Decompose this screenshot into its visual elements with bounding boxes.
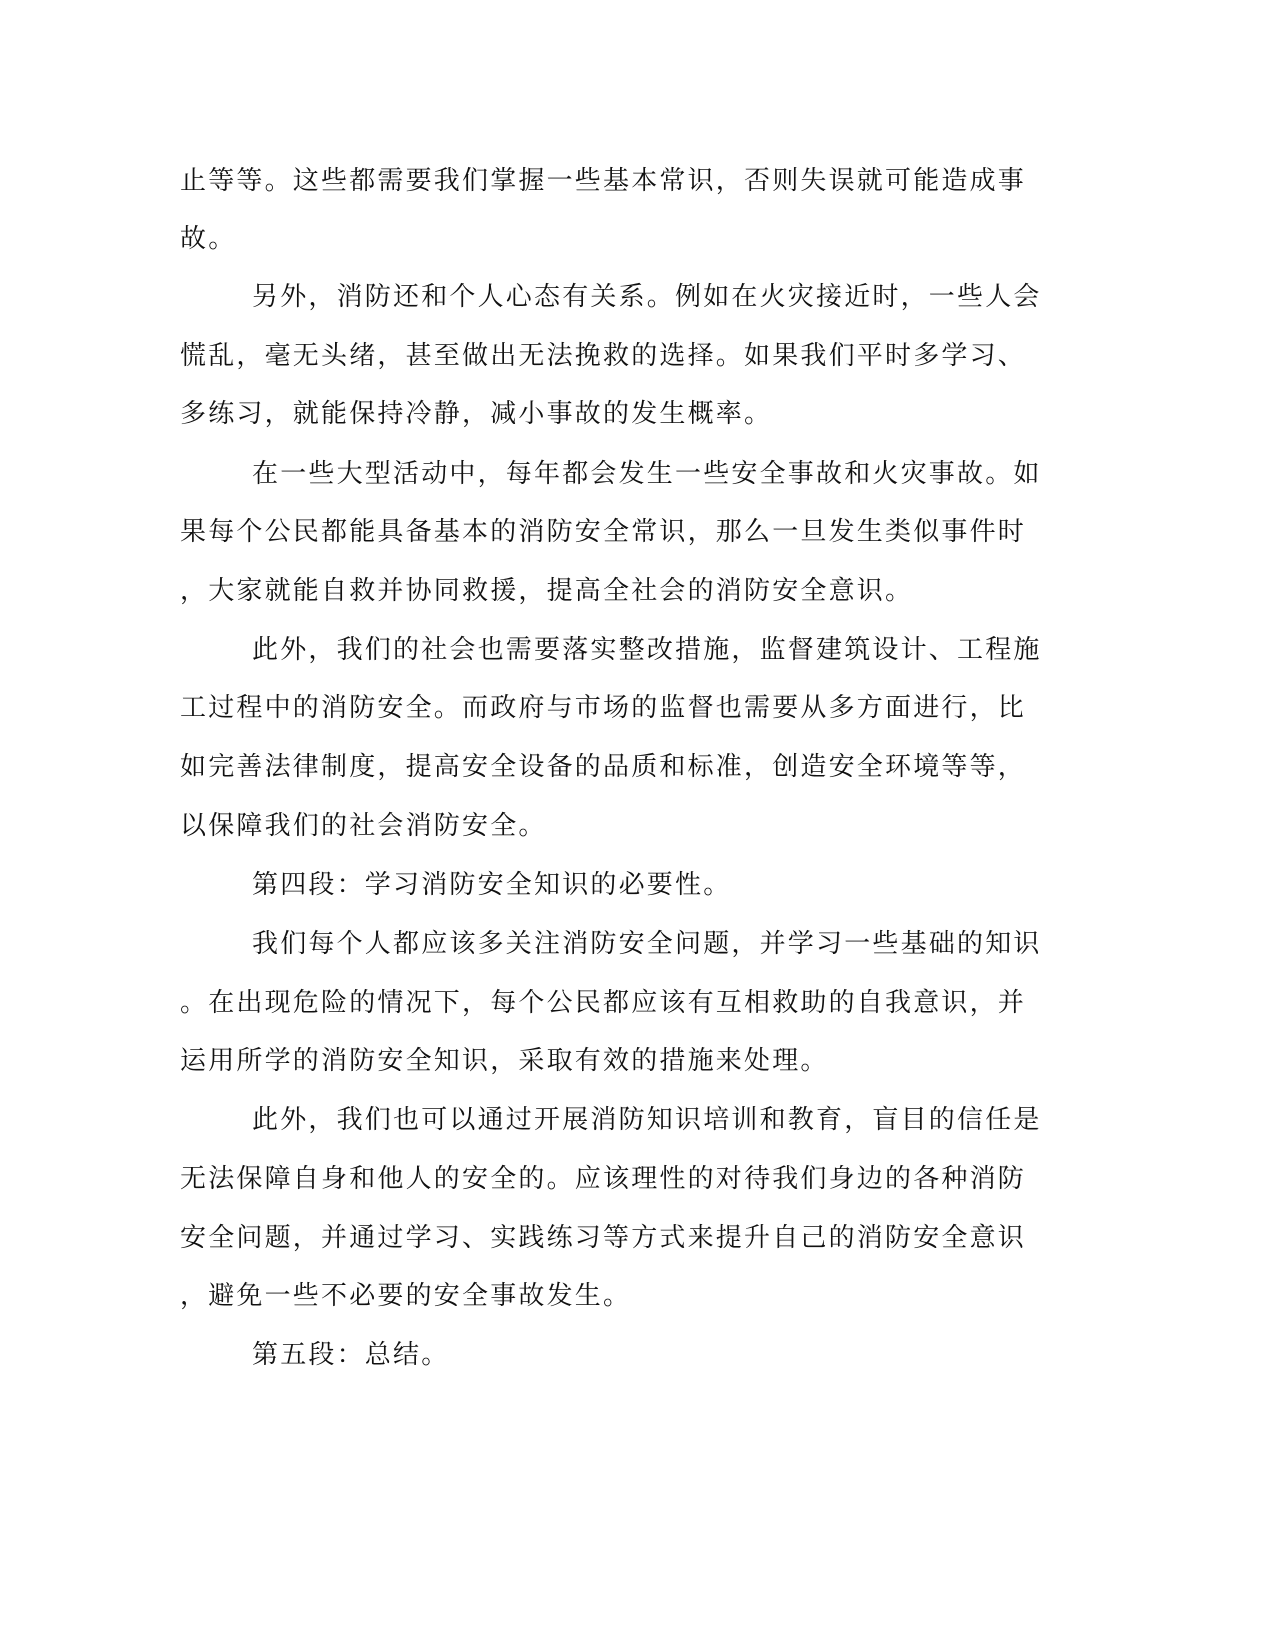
text-line: 在一些大型活动中，每年都会发生一些安全事故和火灾事故。如 (252, 459, 1042, 489)
section-heading: 第五段：总结。 (252, 1340, 450, 1370)
text-line: 我们每个人都应该多关注消防安全问题，并学习一些基础的知识 (252, 929, 1042, 959)
text-line: 止等等。这些都需要我们掌握一些基本常识，否则失误就可能造成事 (180, 166, 1027, 196)
text-line: 故。 (180, 224, 237, 254)
text-line: 多练习，就能保持冷静，减小事故的发生概率。 (180, 399, 773, 429)
text-line: 安全问题，并通过学习、实践练习等方式来提升自己的消防安全意识 (180, 1223, 1027, 1253)
text-line: 。在出现危险的情况下，每个公民都应该有互相救助的自我意识，并 (180, 988, 1027, 1018)
text-line: ，避免一些不必要的安全事故发生。 (180, 1281, 632, 1311)
text-line: 另外，消防还和个人心态有关系。例如在火灾接近时，一些人会 (252, 282, 1042, 312)
text-line: 此外，我们也可以通过开展消防知识培训和教育，盲目的信任是 (252, 1105, 1042, 1135)
text-line: 如完善法律制度，提高安全设备的品质和标准，创造安全环境等等， (180, 752, 1027, 782)
text-line: 慌乱，毫无头绪，甚至做出无法挽救的选择。如果我们平时多学习、 (180, 341, 1027, 371)
text-line: 果每个公民都能具备基本的消防安全常识，那么一旦发生类似事件时 (180, 517, 1027, 547)
section-heading: 第四段：学习消防安全知识的必要性。 (252, 870, 732, 900)
text-line: 此外，我们的社会也需要落实整改措施，监督建筑设计、工程施 (252, 635, 1042, 665)
text-line: 无法保障自身和他人的安全的。应该理性的对待我们身边的各种消防 (180, 1164, 1027, 1194)
text-line: 运用所学的消防安全知识，采取有效的措施来处理。 (180, 1046, 829, 1076)
text-line: ，大家就能自救并协同救援，提高全社会的消防安全意识。 (180, 576, 914, 606)
text-line: 以保障我们的社会消防安全。 (180, 811, 547, 841)
text-line: 工过程中的消防安全。而政府与市场的监督也需要从多方面进行，比 (180, 693, 1027, 723)
